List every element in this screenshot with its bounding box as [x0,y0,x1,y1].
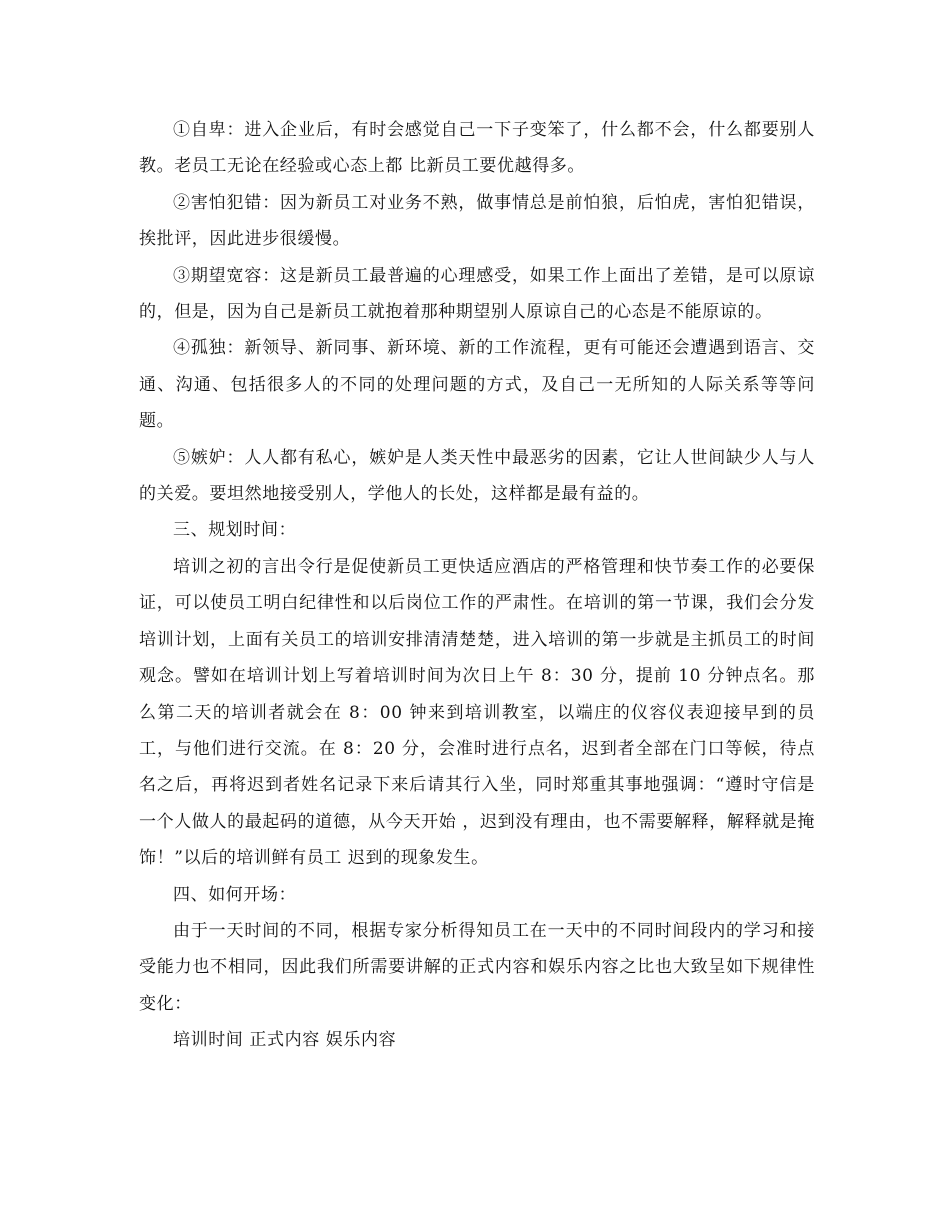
paragraph-loneliness: ④孤独：新领导、新同事、新环境、新的工作流程，更有可能还会遭遇到语言、交通、沟通、包括很多人的不同的处理问题的方式，及自己一无所知的人际关系等等问题。 [139,338,815,432]
paragraph-fear-of-mistakes: ②害怕犯错：因为新员工对业务不熟，做事情总是前怕狼，后怕虎，害怕犯错误，挨批评，因此进步很缓慢。 [139,192,815,250]
paragraph-how-to-open: 由于一天时间的不同，根据专家分析得知员工在一天中的不同时间段内的学习和接受能力也不相同，因此我们所需要讲解的正式内容和娱乐内容之比也大致呈如下规律性变化： [139,920,815,1014]
section-heading-how-to-open: 四、如何开场： [173,884,297,905]
paragraph-expect-tolerance: ③期望宽容：这是新员工最普遍的心理感受，如果工作上面出了差错，是可以原谅的，但是，因为自己是新员工就抱着那种期望别人原谅自己的心态是不能原谅的。 [139,265,815,323]
paragraph-plan-time: 培训之初的言出令行是促使新员工更快适应酒店的严格管理和快节奏工作的必要保证，可以使员工明白纪律性和以后岗位工作的严肃性。在培训的第一节课，我们会分发培训计划，上面有关员工的培训安排清清楚楚，进入培训的第一步就是主抓员工的时间观念。譬如在培训计划上写着培训时间为次日上午 8：30 分，提前 10 分钟点名。那么第二天的培训者就会在 8：00 钟来到培训教室，以端庄的仪容仪表迎接早到的员工，与他们进行交流。在 8：20 分，会准时进行点名，迟到者全部在门口等候，待点名之后，再将迟到者姓名记录下来后请其行入坐，同时郑重其事地强调：“遵时守信是一个人做人的最起码的道德，从今天开始 ，迟到没有理由，也不需要解释，解释就是掩饰！”以后的培训鲜有员工 迟到的现象发生。 [139,556,815,869]
paragraph-inferiority: ①自卑：进入企业后，有时会感觉自己一下子变笨了，什么都不会，什么都要别人教。老员工无论在经验或心态上都 比新员工要优越得多。 [139,120,815,177]
section-heading-plan-time: 三、规划时间： [173,520,297,541]
document-page [139,112,815,1059]
table-header-line: 培训时间 正式内容 娱乐内容 [173,1030,397,1051]
paragraph-jealousy: ⑤嫉妒：人人都有私心，嫉妒是人类天性中最恶劣的因素，它让人世间缺少人与人的关爱。要坦然地接受别人，学他人的长处，这样都是最有益的。 [139,447,815,505]
